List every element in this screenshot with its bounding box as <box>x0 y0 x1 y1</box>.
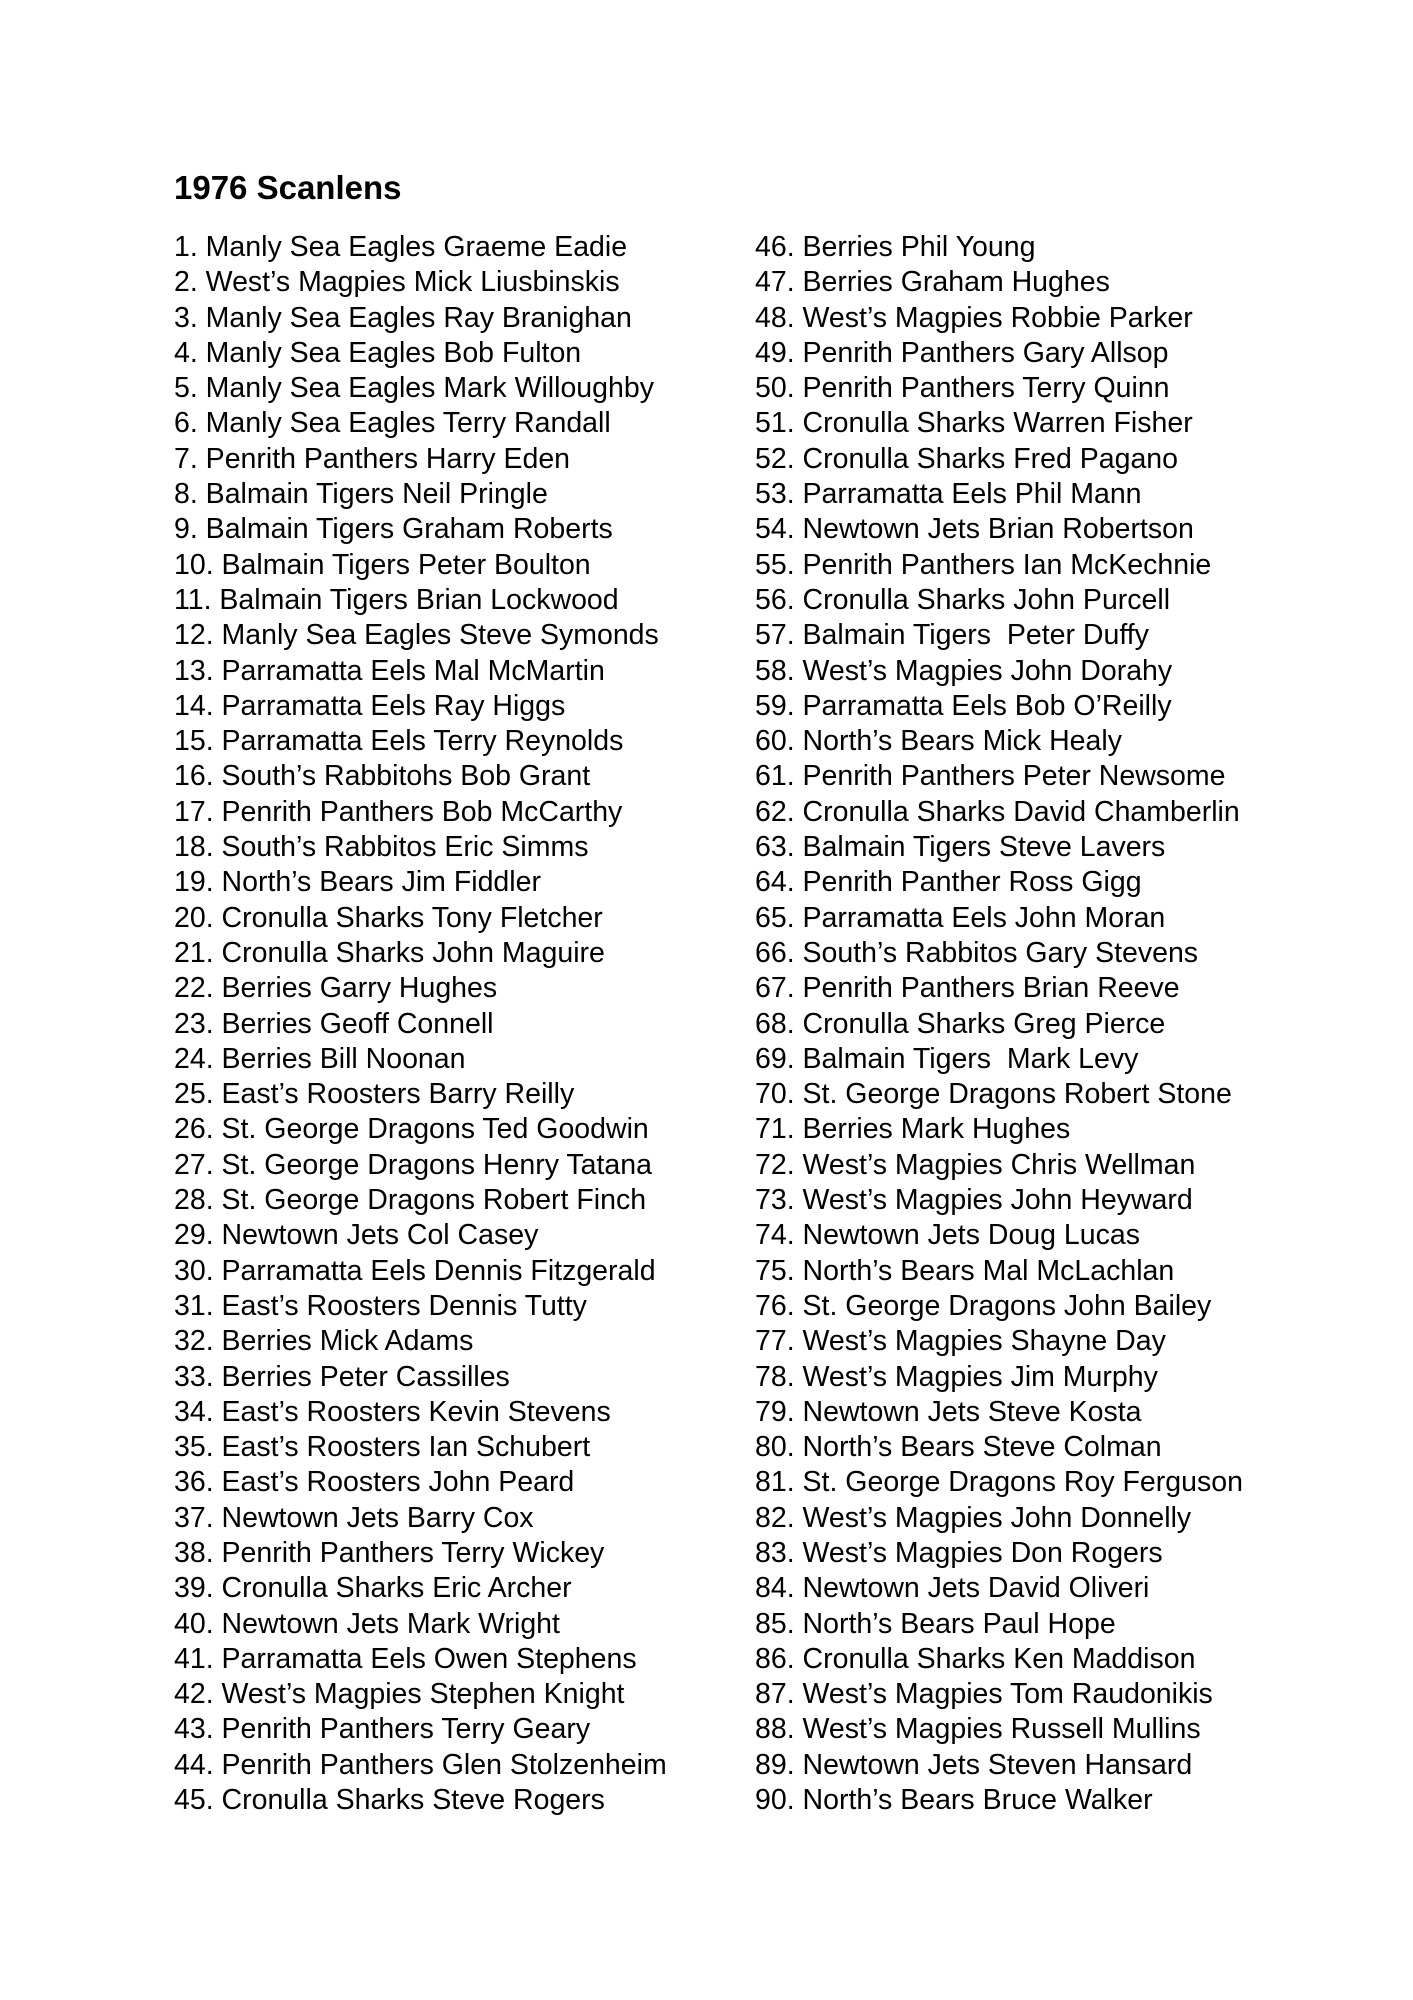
card-list-item: 20. Cronulla Sharks Tony Fletcher <box>174 901 603 934</box>
card-list-item: 36. East’s Roosters John Peard <box>174 1466 575 1499</box>
card-list-item: 6. Manly Sea Eagles Terry Randall <box>174 407 611 440</box>
card-list-item: 67. Penrith Panthers Brian Reeve <box>755 972 1180 1005</box>
card-list-item: 21. Cronulla Sharks John Maguire <box>174 936 605 969</box>
card-list-item: 25. East’s Roosters Barry Reilly <box>174 1078 575 1111</box>
card-list-item: 48. West’s Magpies Robbie Parker <box>755 301 1193 334</box>
card-list-item: 12. Manly Sea Eagles Steve Symonds <box>174 619 659 652</box>
card-list-item: 83. West’s Magpies Don Rogers <box>755 1536 1163 1569</box>
card-list-item: 64. Penrith Panther Ross Gigg <box>755 866 1142 899</box>
card-list-item: 87. West’s Magpies Tom Raudonikis <box>755 1678 1213 1711</box>
card-list-item: 16. South’s Rabbitohs Bob Grant <box>174 760 591 793</box>
card-list-item: 44. Penrith Panthers Glen Stolzenheim <box>174 1748 667 1781</box>
card-list-item: 80. North’s Bears Steve Colman <box>755 1431 1162 1464</box>
card-list-item: 65. Parramatta Eels John Moran <box>755 901 1166 934</box>
card-list-item: 19. North’s Bears Jim Fiddler <box>174 866 541 899</box>
card-list-item: 34. East’s Roosters Kevin Stevens <box>174 1395 611 1428</box>
card-list-item: 86. Cronulla Sharks Ken Maddison <box>755 1642 1196 1675</box>
card-list-item: 61. Penrith Panthers Peter Newsome <box>755 760 1226 793</box>
card-list-item: 62. Cronulla Sharks David Chamberlin <box>755 795 1240 828</box>
card-list-item: 3. Manly Sea Eagles Ray Branighan <box>174 301 632 334</box>
card-list-item: 73. West’s Magpies John Heyward <box>755 1184 1193 1217</box>
card-list-item: 46. Berries Phil Young <box>755 231 1036 263</box>
card-list-item: 55. Penrith Panthers Ian McKechnie <box>755 548 1212 581</box>
card-list-item: 32. Berries Mick Adams <box>174 1325 474 1358</box>
card-list-item: 10. Balmain Tigers Peter Boulton <box>174 548 591 581</box>
card-list-item: 71. Berries Mark Hughes <box>755 1113 1071 1146</box>
card-list-item: 56. Cronulla Sharks John Purcell <box>755 583 1171 616</box>
page-title: 1976 Scanlens <box>174 169 402 206</box>
card-list-item: 69. Balmain Tigers Mark Levy <box>755 1042 1139 1075</box>
card-list-item: 22. Berries Garry Hughes <box>174 972 498 1005</box>
card-list-item: 45. Cronulla Sharks Steve Rogers <box>174 1784 605 1817</box>
card-list-item: 63. Balmain Tigers Steve Lavers <box>755 831 1166 864</box>
card-list-item: 47. Berries Graham Hughes <box>755 266 1110 299</box>
card-list-item: 7. Penrith Panthers Harry Eden <box>174 442 571 475</box>
card-list-item: 74. Newtown Jets Doug Lucas <box>755 1219 1140 1252</box>
card-list-item: 39. Cronulla Sharks Eric Archer <box>174 1572 572 1605</box>
card-list-item: 15. Parramatta Eels Terry Reynolds <box>174 725 624 758</box>
card-list-item: 84. Newtown Jets David Oliveri <box>755 1572 1150 1605</box>
card-list-right-column <box>755 230 1243 1818</box>
card-list-item: 57. Balmain Tigers Peter Duffy <box>755 619 1149 652</box>
card-list-item: 33. Berries Peter Cassilles <box>174 1360 510 1393</box>
card-list-item: 90. North’s Bears Bruce Walker <box>755 1784 1153 1817</box>
card-list-item: 30. Parramatta Eels Dennis Fitzgerald <box>174 1254 656 1287</box>
card-list-item: 2. West’s Magpies Mick Liusbinskis <box>174 266 620 299</box>
card-list-item: 8. Balmain Tigers Neil Pringle <box>174 478 548 511</box>
card-list-item: 60. North’s Bears Mick Healy <box>755 725 1122 758</box>
card-list-item: 43. Penrith Panthers Terry Geary <box>174 1713 591 1746</box>
card-list-item: 18. South’s Rabbitos Eric Simms <box>174 831 589 864</box>
card-list-item: 35. East’s Roosters Ian Schubert <box>174 1431 591 1464</box>
card-list-item: 1. Manly Sea Eagles Graeme Eadie <box>174 231 628 263</box>
card-list-item: 9. Balmain Tigers Graham Roberts <box>174 513 613 546</box>
card-list-item: 51. Cronulla Sharks Warren Fisher <box>755 407 1193 440</box>
card-list-item: 42. West’s Magpies Stephen Knight <box>174 1678 625 1711</box>
card-list-item: 75. North’s Bears Mal McLachlan <box>755 1254 1175 1287</box>
card-list-item: 88. West’s Magpies Russell Mullins <box>755 1713 1201 1746</box>
card-list-item: 82. West’s Magpies John Donnelly <box>755 1501 1192 1534</box>
card-list-item: 14. Parramatta Eels Ray Higgs <box>174 689 566 722</box>
card-list-left-column <box>174 230 667 1818</box>
card-list-item: 49. Penrith Panthers Gary Allsop <box>755 336 1169 369</box>
card-list-item: 58. West’s Magpies John Dorahy <box>755 654 1173 687</box>
card-list-item: 29. Newtown Jets Col Casey <box>174 1219 539 1252</box>
card-list-item: 78. West’s Magpies Jim Murphy <box>755 1360 1158 1393</box>
card-list-item: 52. Cronulla Sharks Fred Pagano <box>755 442 1178 475</box>
card-list-item: 77. West’s Magpies Shayne Day <box>755 1325 1166 1358</box>
card-list-item: 28. St. George Dragons Robert Finch <box>174 1184 647 1217</box>
card-list-item: 85. North’s Bears Paul Hope <box>755 1607 1116 1640</box>
card-list-item: 37. Newtown Jets Barry Cox <box>174 1501 534 1534</box>
card-list-item: 70. St. George Dragons Robert Stone <box>755 1078 1232 1111</box>
card-list-item: 79. Newtown Jets Steve Kosta <box>755 1395 1142 1428</box>
card-list-item: 26. St. George Dragons Ted Goodwin <box>174 1113 649 1146</box>
card-list-item: 66. South’s Rabbitos Gary Stevens <box>755 936 1199 969</box>
card-list-item: 5. Manly Sea Eagles Mark Willoughby <box>174 372 654 405</box>
card-list-item: 76. St. George Dragons John Bailey <box>755 1289 1212 1322</box>
card-list-item: 23. Berries Geoff Connell <box>174 1007 494 1040</box>
card-list-item: 50. Penrith Panthers Terry Quinn <box>755 372 1170 405</box>
card-list-item: 68. Cronulla Sharks Greg Pierce <box>755 1007 1166 1040</box>
card-list-item: 17. Penrith Panthers Bob McCarthy <box>174 795 623 828</box>
card-list-item: 4. Manly Sea Eagles Bob Fulton <box>174 336 582 369</box>
card-list-item: 72. West’s Magpies Chris Wellman <box>755 1148 1196 1181</box>
card-list-item: 38. Penrith Panthers Terry Wickey <box>174 1536 605 1569</box>
card-list-item: 81. St. George Dragons Roy Ferguson <box>755 1466 1243 1499</box>
card-list-item: 40. Newtown Jets Mark Wright <box>174 1607 560 1640</box>
card-list-item: 27. St. George Dragons Henry Tatana <box>174 1148 652 1181</box>
card-list-item: 54. Newtown Jets Brian Robertson <box>755 513 1194 546</box>
card-list-item: 31. East’s Roosters Dennis Tutty <box>174 1289 587 1322</box>
card-list-item: 11. Balmain Tigers Brian Lockwood <box>174 583 619 616</box>
card-list-item: 41. Parramatta Eels Owen Stephens <box>174 1642 637 1675</box>
card-list-item: 89. Newtown Jets Steven Hansard <box>755 1748 1193 1781</box>
card-list-item: 24. Berries Bill Noonan <box>174 1042 466 1075</box>
card-list-item: 53. Parramatta Eels Phil Mann <box>755 478 1142 511</box>
card-list-item: 59. Parramatta Eels Bob O’Reilly <box>755 689 1172 722</box>
card-list-item: 13. Parramatta Eels Mal McMartin <box>174 654 605 687</box>
